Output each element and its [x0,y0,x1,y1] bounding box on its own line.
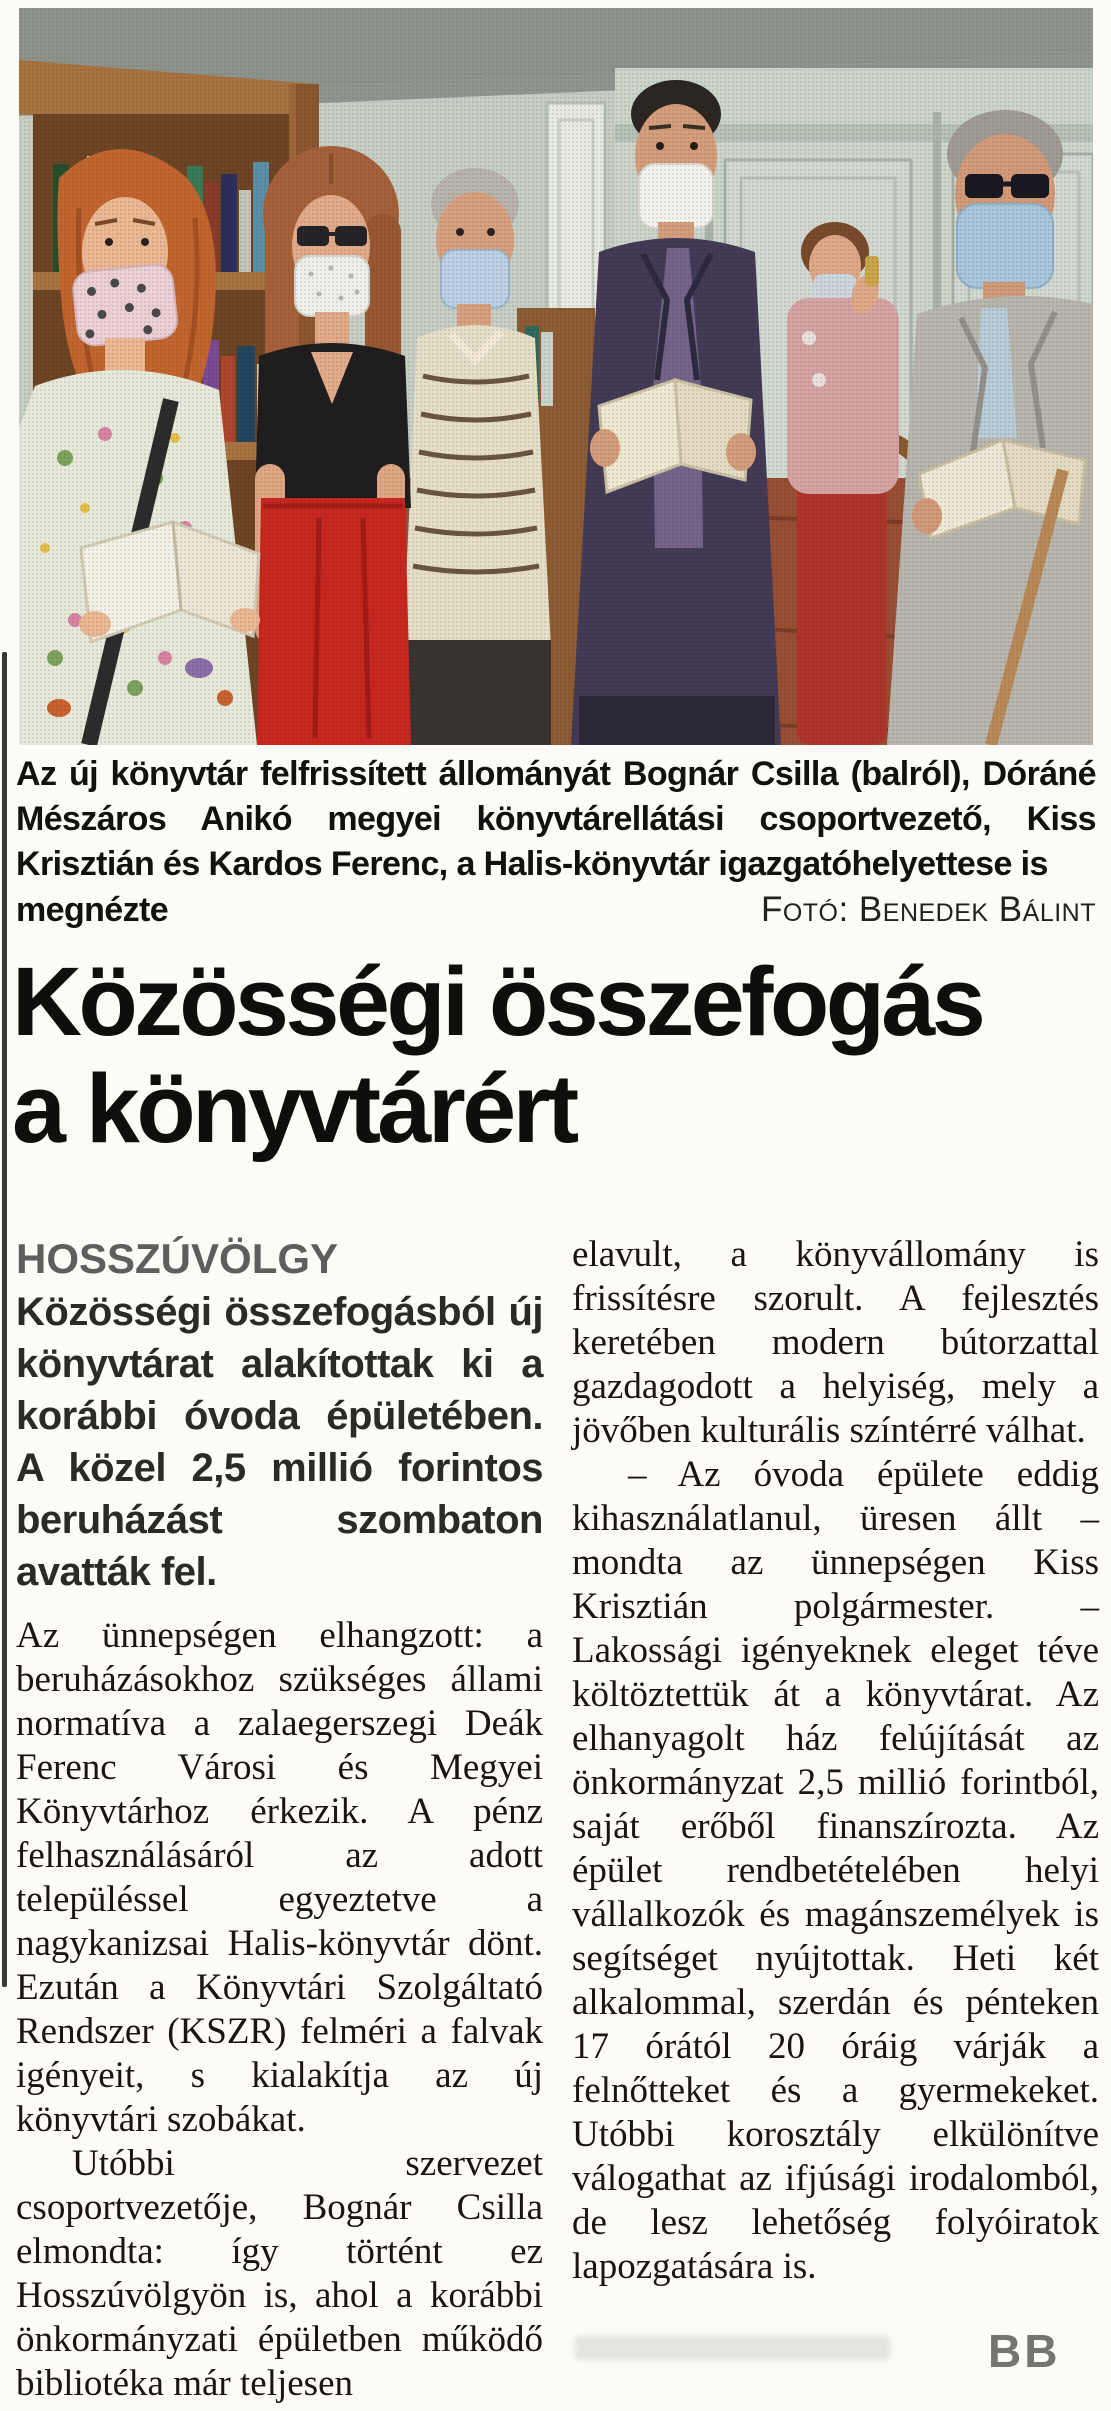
caption-last-word: megnézte [16,891,169,929]
body-paragraph: elavult, a könyvállomány is frissítésre szorult. A fejlesztés keretében modern bútorzattal gazdagodott a helyiség, mely a jövőben kulturális színtérré válhat. [572,1234,1099,1451]
article-headline [12,948,1102,1162]
library-scene-illustration [19,8,1093,745]
column-left [16,1233,543,2406]
column-right [572,1233,1099,2406]
body-paragraph: – Az óvoda épülete eddig kihasználatlanul, üresen állt – mondta az ünnepségen Kiss Krisztián polgármester. – Lakossági igényeknek eleget téve költöztettük át a könyvtárat. Az elhanyagolt ház felújítását az önkormányzat 2,5 millió forintból, saját erőből finanszírozta. Az épület rendbetételében helyi vállalkozók és magánszemélyek is segítséget nyújtottak. Heti két alkalommal, szerdán és pénteken 17 órától 20 óráig várják a felnőtteket és a gyermekeket. Utóbbi korosztály elkülönítve válogathat az ifjúsági irodalomból, de lesz lehetőség folyóiratok lapozgatására is. [572,1454,1099,2287]
caption-text: Az új könyvtár felfrissített állományát Bognár Csilla (balról), Dóráné Mészáros Anikó megyei könyvtárellátási csoportvezető, Kiss Krisztián és Kardos Ferenc, a Halis-könyvtár igazgatóhelyettese is [16,755,1096,883]
article-body [16,1233,1100,2406]
cabinet-book [541,332,553,406]
body-paragraph: Az ünnepségen elhangzott: a beruházásokhoz szükséges állami normatíva a zalaegerszegi Deák Ferenc Városi és Megyei Könyvtárhoz érkezik. A pénz felhasználásáról az adott településsel egyeztetve a nagykanizsai Halis-könyvtár dönt. Ezután a Könyvtári Szolgáltató Rendszer (KSZR) felméri a falvak igényeit, s kialakítja az új könyvtári szobákat. [16,1615,543,2140]
location-tag: HOSSZÚVÖLGY [16,1235,338,1282]
scan-edge-artifact [2,652,7,1987]
headline-line-1: Közösségi összefogás [12,947,983,1056]
print-bleed-artifact [575,2336,890,2360]
headline-line-2: a könyvtárért [12,1054,576,1163]
lead-text: Közösségi összefogásból új könyvtárat alakítottak ki a korábbi óvoda épületében. A közel 2,5 millió forintos beruházást szombaton avatták fel. [16,1290,543,1594]
photo-caption [16,752,1096,933]
news-photo [19,8,1093,745]
polka-dot-mask [72,263,179,347]
photo-credit: Fotó: Benedek Bálint [760,890,1096,929]
author-signature: BB [988,2325,1061,2377]
person-woman-sunglasses [255,146,411,745]
lead-paragraph [16,1233,543,1598]
body-paragraph: Utóbbi szervezet csoportvezetője, Bognár Csilla elmondta: így történt ez Hosszúvölgyön is, ahol a korábbi önkormányzati épületben működő bibliotéka már teljesen [16,2143,543,2404]
